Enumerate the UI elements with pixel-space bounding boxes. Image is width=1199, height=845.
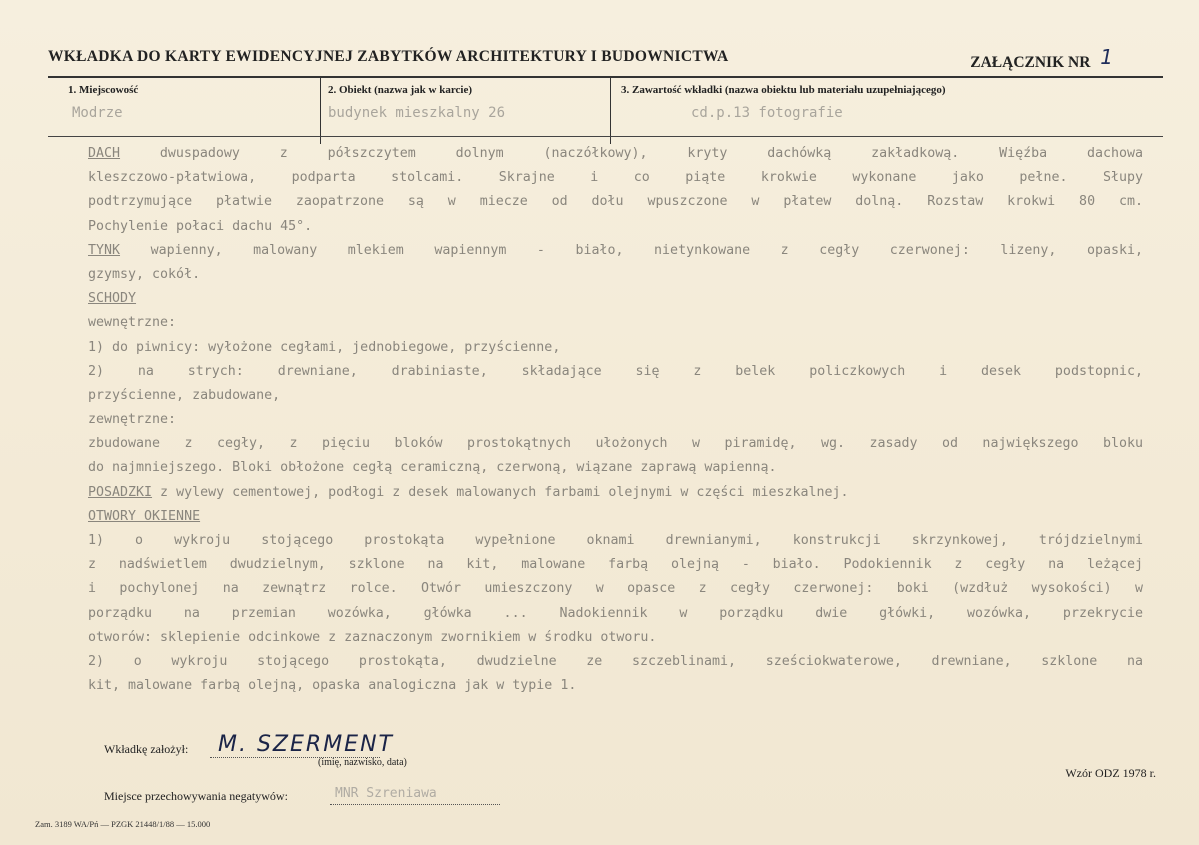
- locality-label: 1. Miejscowość: [68, 84, 139, 96]
- body-line-text: 1) o wykroju stojącego prostokąta wypełnione oknami drewnianymi, konstrukcji skrzynkowej, trójdzielnymi: [88, 533, 1143, 548]
- object-label: 2. Obiekt (nazwa jak w karcie): [328, 84, 473, 96]
- section-heading: POSADZKI: [88, 484, 153, 500]
- body-line: [88, 577, 1143, 601]
- body-line-text: z wylewy cementowej, podłogi z desek malowanych farbami olejnymi w części mieszkalnej.: [152, 484, 849, 500]
- annex-label: [970, 45, 1113, 72]
- negatives-value: MNR Szreniawa: [335, 786, 437, 801]
- body-line-text: kleszczowo-płatwiowa, podparta stolcami. Skrajne i co piąte krokwie wykonane jako pełne. Słupy: [88, 170, 1143, 186]
- body-line: [88, 602, 1143, 626]
- section-heading: TYNK: [88, 242, 121, 258]
- body-line-text: przyścienne, zabudowane,: [88, 387, 281, 403]
- body-line: [88, 360, 1143, 384]
- body-line: [88, 311, 1143, 335]
- form-title: WKŁADKA DO KARTY EWIDENCYJNEJ ZABYTKÓW ARCHITEKTURY I BUDOWNICTWA: [48, 48, 729, 65]
- form-header: [48, 46, 1163, 76]
- body-line-text: z nadświetlem dwudzielnym, szklone na kit, malowane farbą olejną - biało. Podokiennik z cegły na leżącej: [88, 557, 1143, 573]
- form-code: Wzór ODZ 1978 r.: [1065, 766, 1156, 780]
- content-label: 3. Zawartość wkładki (nazwa obiektu lub materiału uzupełniającego): [621, 84, 946, 96]
- body-line: [88, 408, 1143, 432]
- body-line-text: porządku na przemian wozówka, główka ... Nadokiennik w porządku dwie główki, wozówka, przekrycie: [88, 605, 1143, 621]
- body-line: [88, 384, 1143, 408]
- negatives-label: Miejsce przechowywania negatywów:: [104, 789, 288, 803]
- annex-label-text: ZAŁĄCZNIK NR: [970, 54, 1091, 71]
- body-line: [88, 626, 1143, 650]
- annex-number: 1: [1100, 45, 1113, 69]
- locality-field: [48, 78, 320, 144]
- locality-value: Modrze: [72, 105, 123, 121]
- body-line: [88, 142, 1143, 166]
- fields-rule: [48, 136, 1163, 137]
- object-field: [320, 78, 610, 144]
- print-code: Zam. 3189 WA/Pń — PZGK 21448/1/88 — 15.000: [35, 819, 211, 829]
- body-line-text: 2) na strych: drewniane, drabiniaste, składające się z belek policzkowych i desek podstopnic,: [88, 363, 1143, 379]
- body-line-text: dwuspadowy z półszczytem dolnym (naczółkowy), kryty dachówką zakładkową. Więźba dachowa: [120, 146, 1143, 161]
- body-line-text: i pochylonej na zewnątrz rolce. Otwór umieszczony w opasce z cegły czerwonej: boki (wzdłuż wysokości) w: [88, 581, 1143, 597]
- body-line-text: 1) do piwnicy: wyłożone cegłami, jednobiegowe, przyścienne,: [88, 339, 561, 355]
- body-line: [88, 239, 1143, 263]
- body-line: [88, 336, 1143, 360]
- founder-signature: M. SZERMENT: [218, 732, 394, 757]
- section-heading: DACH: [88, 146, 121, 161]
- content-field: [610, 78, 1163, 144]
- body-line-text: podtrzymujące płatwie zaopatrzone są w miecze od dołu wpuszczone w płatew dolną. Rozstaw krokwi 80 cm.: [88, 194, 1143, 210]
- body-line: [88, 650, 1143, 674]
- founder-caption: (imię, nazwisko, data): [318, 757, 407, 768]
- body-line-text: Pochylenie połaci dachu 45°.: [88, 218, 313, 234]
- body-line: [88, 263, 1143, 287]
- body-line: [88, 674, 1143, 698]
- section-heading: SCHODY: [88, 291, 137, 307]
- body-line: [88, 481, 1143, 505]
- body-line: [88, 456, 1143, 480]
- section-heading: OTWORY OKIENNE: [88, 508, 201, 524]
- body-line: [88, 287, 1143, 311]
- body-line-text: kit, malowane farbą olejną, opaska analogiczna jak w typie 1.: [88, 678, 577, 694]
- body-line: [88, 215, 1143, 239]
- body-line-text: wewnętrzne:: [88, 315, 177, 331]
- negatives-line: [330, 804, 500, 805]
- body-line: [88, 190, 1143, 214]
- body-line: [88, 166, 1143, 190]
- founder-label: Wkładkę założył:: [104, 742, 189, 756]
- body-line-text: otworów: sklepienie odcinkowe z zaznaczonym zwornikiem w środku otworu.: [88, 629, 657, 645]
- body-line: [88, 529, 1143, 553]
- content-value: cd.p.13 fotografie: [691, 105, 843, 121]
- object-value: budynek mieszkalny 26: [328, 105, 506, 121]
- body-line: [88, 432, 1143, 456]
- body-line-text: do najmniejszego. Bloki obłożone cegłą ceramiczną, czerwoną, wiązane zaprawą wapienną.: [88, 460, 777, 476]
- typed-description: [88, 142, 1143, 698]
- body-line: [88, 505, 1143, 529]
- body-line-text: wapienny, malowany mlekiem wapiennym - biało, nietynkowane z cegły czerwonej: lizeny, opaski,: [120, 242, 1143, 258]
- body-line-text: zewnętrzne:: [88, 412, 177, 428]
- body-line-text: zbudowane z cegły, z pięciu bloków prostokątnych ułożonych w piramidę, wg. zasady od największego bloku: [88, 436, 1143, 452]
- body-line-text: gzymsy, cokół.: [88, 266, 201, 282]
- body-line: [88, 553, 1143, 577]
- body-line-text: 2) o wykroju stojącego prostokąta, dwudzielne ze szczeblinami, sześciokwaterowe, drewniane, szklone na: [88, 653, 1143, 669]
